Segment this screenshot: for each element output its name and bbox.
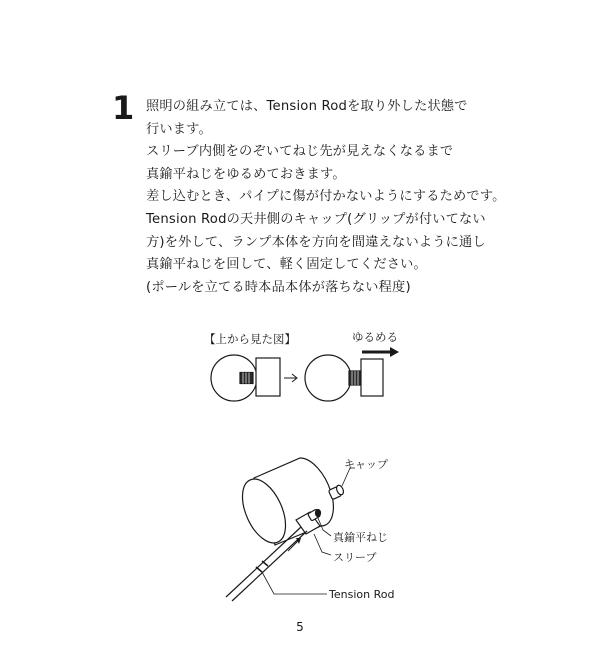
- instruction-line: 真鍮平ねじを回して、軽く固定してください。: [146, 257, 427, 273]
- instruction-line: スリーブ内側をのぞいてねじ先が見えなくなるまで: [146, 144, 454, 160]
- instruction-line: 行います。: [146, 121, 212, 137]
- top-view-label: 【上から見た図】: [204, 332, 296, 346]
- top-view-after: [305, 355, 383, 401]
- step-number: 1: [112, 89, 135, 127]
- pipe-ring-after: [305, 355, 351, 401]
- instruction-line: 差し込むとき、パイプに傷が付かないようにするためです。: [146, 189, 506, 205]
- instruction-line: Tension Rodの天井側のキャップ(グリップが付いてない: [146, 211, 486, 227]
- cap-part: [328, 484, 344, 499]
- screw-tip-before: [240, 373, 253, 384]
- page-number: 5: [296, 620, 304, 634]
- tension-rod-label: Tension Rod: [329, 588, 395, 601]
- top-view-before: [211, 355, 280, 401]
- instruction-line: 真鍮平ねじをゆるめておきます。: [146, 166, 346, 182]
- loosen-arrow-icon: [362, 347, 399, 357]
- transition-arrow: [284, 374, 297, 382]
- cap-label: キャップ: [344, 458, 388, 471]
- sleeve-block-after: [361, 359, 383, 396]
- loosen-label: ゆるめる: [352, 330, 398, 344]
- instruction-line: (ポールを立てる時本品本体が落ちない程度): [146, 279, 411, 295]
- instruction-line: 方)を外して、ランプ本体を方向を間違えないように通し: [146, 234, 486, 250]
- sleeve-block-before: [256, 358, 280, 396]
- sleeve-label: スリーブ: [333, 551, 377, 564]
- screw-label: 真鍮平ねじ: [333, 531, 388, 544]
- instruction-line: 照明の組み立ては、Tension Rodを取り外した状態で: [146, 99, 468, 114]
